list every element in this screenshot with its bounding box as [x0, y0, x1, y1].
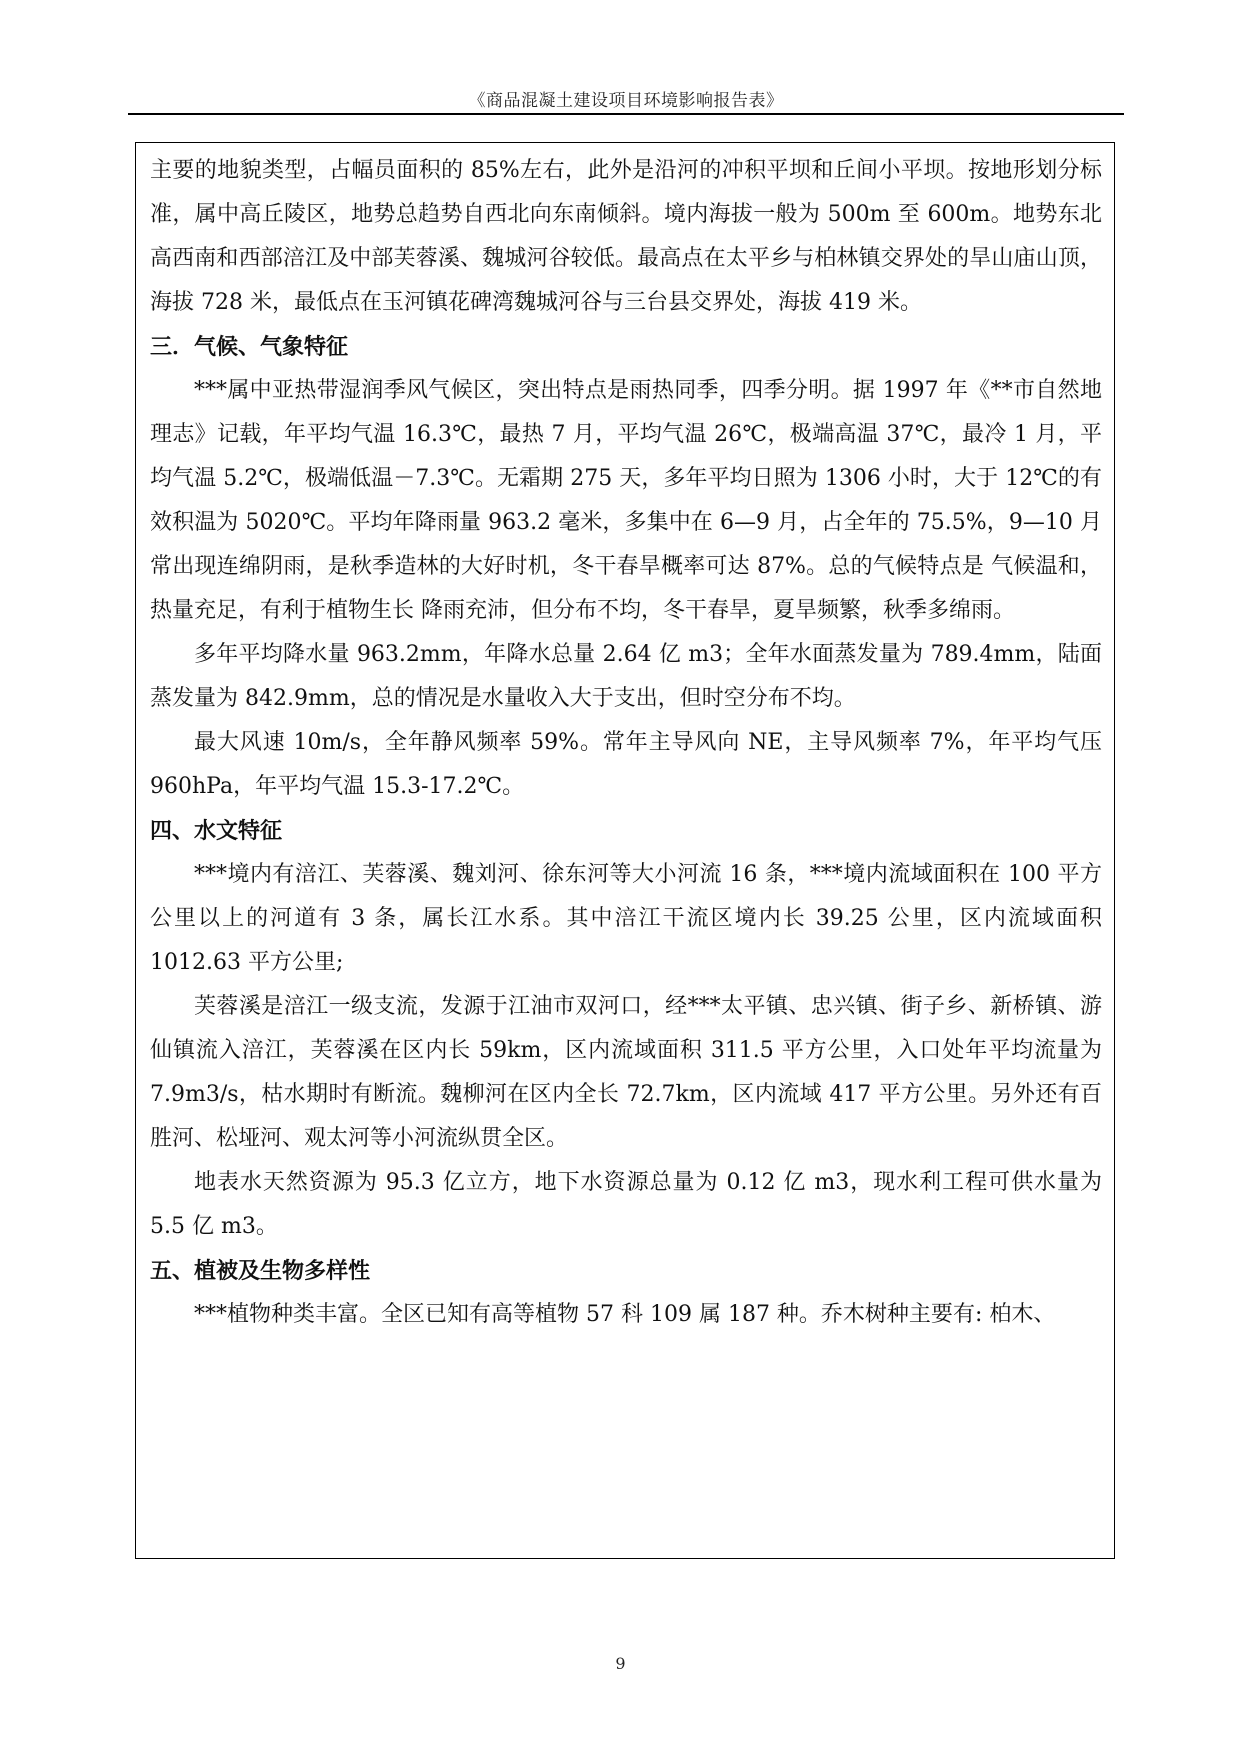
paragraph-rivers: ***境内有涪江、芙蓉溪、魏刘河、徐东河等大小河流 16 条，***境内流域面积在 100 平方公里以上的河道有 3 条，属长江水系。其中涪江干流区境内长 39.25 公里，区内流域面积 1012.63 平方公里;: [150, 862, 1102, 975]
paragraph-climate-overview: ***属中亚热带湿润季风气候区，突出特点是雨热同季，四季分明。据 1997 年《**市自然地理志》记载，年平均气温 16.3℃，最热 7 月，平均气温 26℃，极端高温 37℃，最冷 1 月，平均气温 5.2℃，极端低温－7.3℃。无霜期 275 天，多年平均日照为 1306 小时，大于 12℃的有效积温为 5020℃。平均年降雨量 963.2 毫米，多集中在 6—9 月，占全年的 75.5%，9—10 月常出现连绵阴雨，是秋季造林的大好时机，冬干春旱概率可达 87%。总的气候特点是 气候温和，热量充足，有利于植物生长 降雨充沛，但分布不均，冬干春旱，夏旱频繁，秋季多绵雨。: [150, 378, 1102, 623]
paragraph-wind: 最大风速 10m/s，全年静风频率 59%。常年主导风向 NE，主导风频率 7%，年平均气压 960hPa，年平均气温 15.3-17.2℃。: [150, 730, 1102, 799]
section-heading-climate: 三．气候、气象特征: [150, 334, 349, 360]
paragraph-furongxi: 芙蓉溪是涪江一级支流，发源于江油市双河口，经***太平镇、忠兴镇、街子乡、新桥镇、游仙镇流入涪江，芙蓉溪在区内长 59km，区内流域面积 311.5 平方公里，入口处年平均流量为 7.9m3/s，枯水期时有断流。魏柳河在区内全长 72.7km，区内流域 417 平方公里。另外还有百胜河、松垭河、观太河等小河流纵贯全区。: [150, 994, 1102, 1151]
paragraph-plants: ***植物种类丰富。全区已知有高等植物 57 科 109 属 187 种。乔木树种主要有: 柏木、: [194, 1302, 1056, 1327]
running-header: 《商品混凝土建设项目环境影响报告表》: [468, 91, 784, 111]
paragraph-water-resources: 地表水天然资源为 95.3 亿立方，地下水资源总量为 0.12 亿 m3，现水利工程可供水量为 5.5 亿 m3。: [150, 1170, 1102, 1239]
paragraph-landform: 主要的地貌类型，占幅员面积的 85%左右，此外是沿河的冲积平坝和丘间小平坝。按地形划分标准，属中高丘陵区，地势总趋势自西北向东南倾斜。境内海拔一般为 500m 至 600m。地势东北高西南和西部涪江及中部芙蓉溪、魏城河谷较低。最高点在太平乡与柏林镇交界处的旱山庙山顶，海拔 728 米，最低点在玉河镇花碑湾魏城河谷与三台县交界处，海拔 419 米。: [150, 158, 1102, 315]
content-box: [135, 142, 1115, 1559]
section-heading-hydrology: 四、水文特征: [150, 818, 283, 844]
header-rule: [128, 113, 1124, 115]
paragraph-precipitation: 多年平均降水量 963.2mm，年降水总量 2.64 亿 m3；全年水面蒸发量为 789.4mm，陆面蒸发量为 842.9mm，总的情况是水量收入大于支出，但时空分布不均。: [150, 642, 1102, 711]
page-number: 9: [615, 1654, 626, 1673]
text-body: [150, 149, 1102, 1337]
section-heading-vegetation: 五、植被及生物多样性: [150, 1258, 371, 1284]
